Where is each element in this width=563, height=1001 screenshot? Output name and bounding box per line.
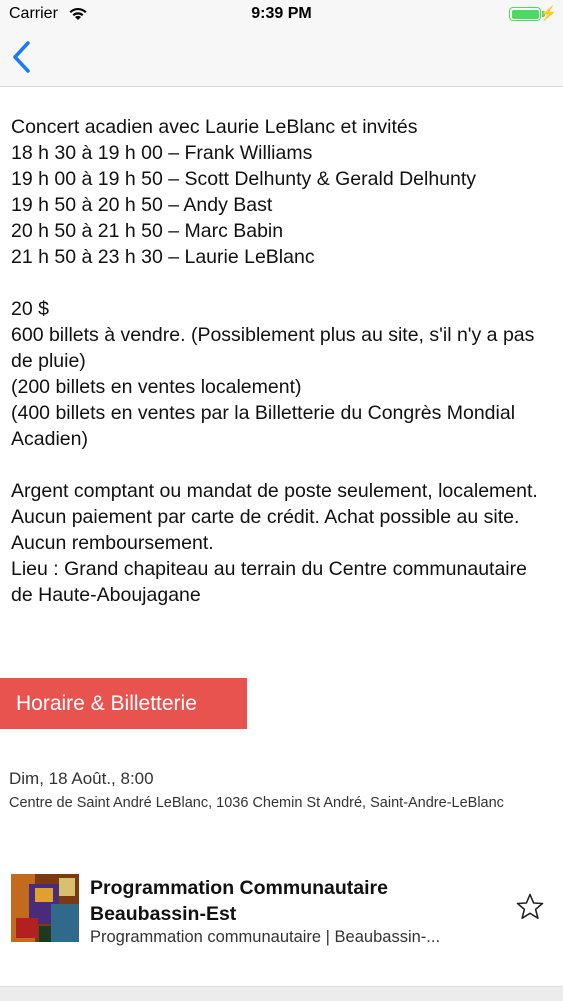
payment-text: Argent comptant ou mandat de poste seulement, localement. Aucun paiement par carte de crédit. Achat possible au site. Aucun remboursement. — [11, 480, 538, 554]
event-date: Dim, 18 Août., 8:00 — [9, 769, 154, 788]
organizer-thumbnail — [11, 874, 79, 942]
price-text: 20 $ — [11, 298, 49, 320]
organizer-name: Programmation Communautaire Beaubassin-Est — [90, 877, 388, 925]
tickets-online-text: (400 billets en ventes par la Billetterie du Congrès Mondial Acadien) — [11, 402, 516, 450]
description-line: Concert acadien avec Laurie LeBlanc et invités — [11, 116, 418, 138]
description-line: 21 h 50 à 23 h 30 – Laurie LeBlanc — [11, 246, 315, 268]
organizer-subtitle: Programmation communautaire | Beaubassin-... — [90, 928, 441, 946]
description-line: 18 h 30 à 19 h 00 – Frank Williams — [11, 142, 313, 164]
tickets-local-text: (200 billets en ventes localement) — [11, 376, 302, 398]
navigation-bar — [0, 30, 563, 87]
bottom-divider — [0, 986, 563, 1001]
back-button[interactable] — [10, 40, 40, 76]
tickets-text: 600 billets à vendre. (Possiblement plus au site, s'il n'y a pas de pluie) — [11, 324, 535, 372]
favorite-button[interactable] — [515, 892, 545, 922]
event-address: Centre de Saint André LeBlanc, 1036 Chemin St André, Saint-Andre-LeBlanc — [9, 795, 504, 811]
description-line: 19 h 00 à 19 h 50 – Scott Delhunty & Gerald Delhunty — [11, 168, 477, 190]
carrier-label: Carrier — [9, 5, 58, 22]
location-text: Lieu : Grand chapiteau au terrain du Centre communautaire de Haute-Aboujagane — [11, 558, 527, 606]
schedule-header — [0, 678, 247, 729]
star-outline-icon — [515, 892, 545, 922]
clock-time: 9:39 PM — [251, 5, 312, 22]
schedule-header-label: Horaire & Billetterie — [16, 691, 197, 715]
status-bar — [0, 0, 563, 30]
battery-icon — [509, 7, 541, 21]
description-line: 20 h 50 à 21 h 50 – Marc Babin — [11, 220, 284, 242]
event-description — [11, 114, 551, 608]
chevron-left-icon — [10, 40, 34, 74]
organizer-row[interactable] — [0, 866, 563, 950]
charging-bolt-icon: ⚡ — [539, 5, 557, 21]
description-line: 19 h 50 à 20 h 50 – Andy Bast — [11, 194, 273, 216]
